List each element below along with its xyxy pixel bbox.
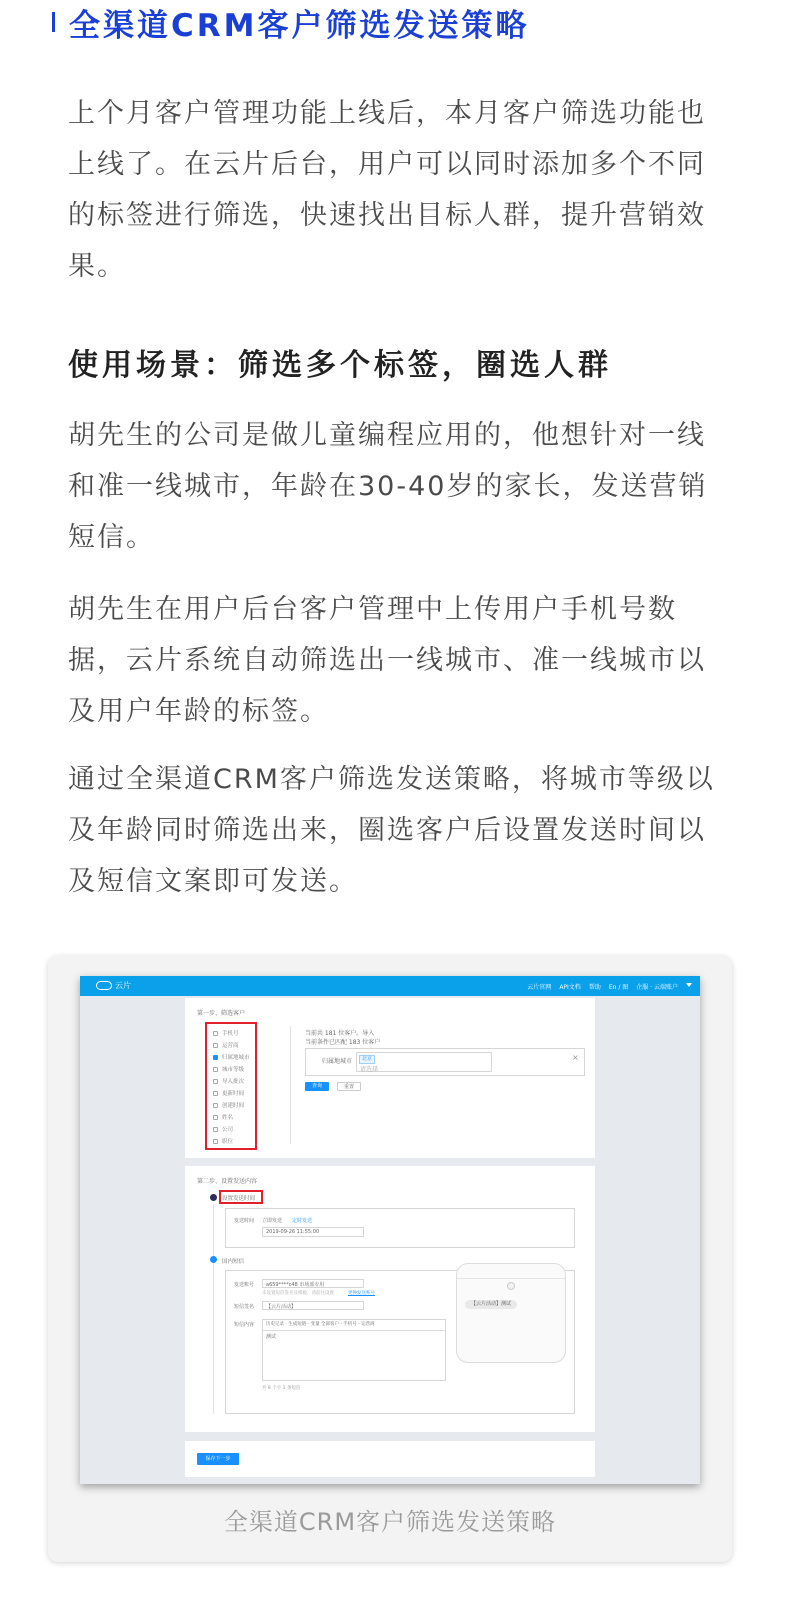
- filter-option[interactable]: 公司: [213, 1125, 233, 1133]
- scheduled-radio[interactable]: 定时发送: [292, 1218, 313, 1224]
- save-panel: [185, 1441, 595, 1477]
- time-section-label: 设置发送时间: [222, 1196, 256, 1202]
- sender-label: 发送账号: [234, 1282, 255, 1288]
- sign-label: 短信签名: [234, 1304, 255, 1310]
- sms-content-text: 测试: [266, 1334, 277, 1340]
- filter-option[interactable]: 手机号: [213, 1029, 239, 1037]
- divider: [263, 1330, 445, 1331]
- select-placeholder: 请选择: [360, 1066, 379, 1073]
- subheading: 使用场景：筛选多个标签，圈选人群: [68, 348, 612, 383]
- reset-button[interactable]: 重置: [337, 1082, 361, 1091]
- paragraph-2: 胡先生在用户后台客户管理中上传用户手机号数据，云片系统自动筛选出一线城市、准一线城市以及用户年龄的标签。: [68, 594, 706, 727]
- city-tag[interactable]: 北京: [359, 1055, 375, 1064]
- step1-title: 第一步、筛选客户: [197, 1010, 246, 1017]
- nav-item[interactable]: API文档: [559, 984, 581, 991]
- match-count: 当前条件已匹配 183 位客户: [305, 1039, 381, 1046]
- sms-content-editor[interactable]: [262, 1319, 446, 1381]
- sign-select[interactable]: 【云片活动】: [262, 1301, 364, 1310]
- time-label: 发送时间: [234, 1218, 255, 1224]
- figure-card: [48, 956, 732, 1562]
- divider: [457, 1278, 565, 1279]
- filter-option[interactable]: 城市等级: [213, 1065, 244, 1073]
- nav-item[interactable]: En / 图: [608, 984, 629, 991]
- customer-count: 当前共 181 位客户。导入: [305, 1030, 375, 1037]
- filter-option[interactable]: 运营商: [213, 1041, 239, 1049]
- sms-settings-box: [225, 1270, 575, 1414]
- nav-item[interactable]: 云片官网: [527, 984, 552, 991]
- sender-select[interactable]: a659****c48 市场部专用: [262, 1279, 364, 1288]
- content-label: 短信内容: [234, 1322, 255, 1328]
- heading-accent-bar: [52, 12, 55, 32]
- step2-title: 第二步、设置发送内容: [197, 1178, 258, 1185]
- logo-text: 云片: [115, 981, 131, 990]
- close-icon[interactable]: ×: [572, 1053, 579, 1062]
- section-heading: [52, 0, 529, 44]
- phone-preview: [456, 1263, 566, 1363]
- filter-options: [205, 1022, 257, 1150]
- avatar: [507, 1282, 515, 1290]
- filter-option[interactable]: 更新时间: [213, 1089, 244, 1097]
- figure-caption: 全渠道CRM客户筛选发送策略: [223, 1508, 557, 1536]
- save-next-button[interactable]: 保存下一步: [197, 1453, 239, 1465]
- app-topbar: [80, 976, 700, 996]
- filter-option[interactable]: 创建时间: [213, 1101, 244, 1109]
- checked-icon: [213, 1055, 218, 1060]
- chevron-down-icon[interactable]: [686, 983, 692, 987]
- filter-condition-box: [305, 1048, 585, 1076]
- send-now-radio[interactable]: 立即发送: [262, 1218, 283, 1224]
- preview-message: 【云片活动】测试: [465, 1300, 517, 1309]
- filter-option[interactable]: 归属地城市: [213, 1053, 250, 1061]
- timeline-line: [213, 1204, 214, 1414]
- section-heading-text: 全渠道CRM客户筛选发送策略: [69, 7, 530, 44]
- city-select[interactable]: [356, 1052, 492, 1072]
- app-screenshot: [80, 976, 700, 1484]
- paragraph-1: 胡先生的公司是做儿童编程应用的，他想针对一线和准一线城市，年龄在30-40岁的家长，发送营销短信。: [68, 420, 708, 553]
- filter-option[interactable]: 职位: [213, 1137, 233, 1145]
- app-top-nav: [527, 982, 692, 991]
- search-button[interactable]: 查询: [305, 1082, 329, 1091]
- filter-option[interactable]: 导入批次: [213, 1077, 244, 1085]
- divider: [290, 1026, 291, 1144]
- intro-paragraph: 上个月客户管理功能上线后，本月客户筛选功能也上线了。在云片后台，用户可以同时添加多个不同的标签进行筛选，快速找出目标人群，提升营销效果。: [68, 98, 706, 282]
- step2-panel: [185, 1166, 595, 1432]
- clock-icon: [210, 1194, 217, 1201]
- nav-item[interactable]: 企服 · 云端账户: [636, 984, 678, 991]
- app-logo[interactable]: [96, 980, 131, 991]
- step1-panel: [185, 998, 595, 1158]
- filter-option[interactable]: 姓名: [213, 1113, 233, 1121]
- cloud-icon: [96, 981, 112, 990]
- sms-icon: [210, 1256, 217, 1263]
- char-counter: 共 8 个字 1 条短信: [262, 1386, 301, 1391]
- datetime-input[interactable]: 2019-09-26 11:55:00: [262, 1227, 364, 1237]
- sender-hint: 未设置短信签名及模板，请前往设置: [262, 1291, 334, 1296]
- filter-label: 归属地城市: [322, 1058, 353, 1065]
- change-sender-link[interactable]: 更换发送账号: [348, 1291, 375, 1296]
- editor-toolbar[interactable]: 历史记录 · 生成短链 · 变量 全部客户 · 手机号 · 运营商: [266, 1322, 375, 1327]
- time-settings-box: [225, 1208, 575, 1248]
- paragraph-3: 通过全渠道CRM客户筛选发送策略，将城市等级以及年龄同时筛选出来，圈选客户后设置发送时间以及短信文案即可发送。: [68, 764, 715, 897]
- nav-item[interactable]: 帮助: [588, 984, 601, 991]
- sms-section-label: 国内短信: [222, 1259, 245, 1265]
